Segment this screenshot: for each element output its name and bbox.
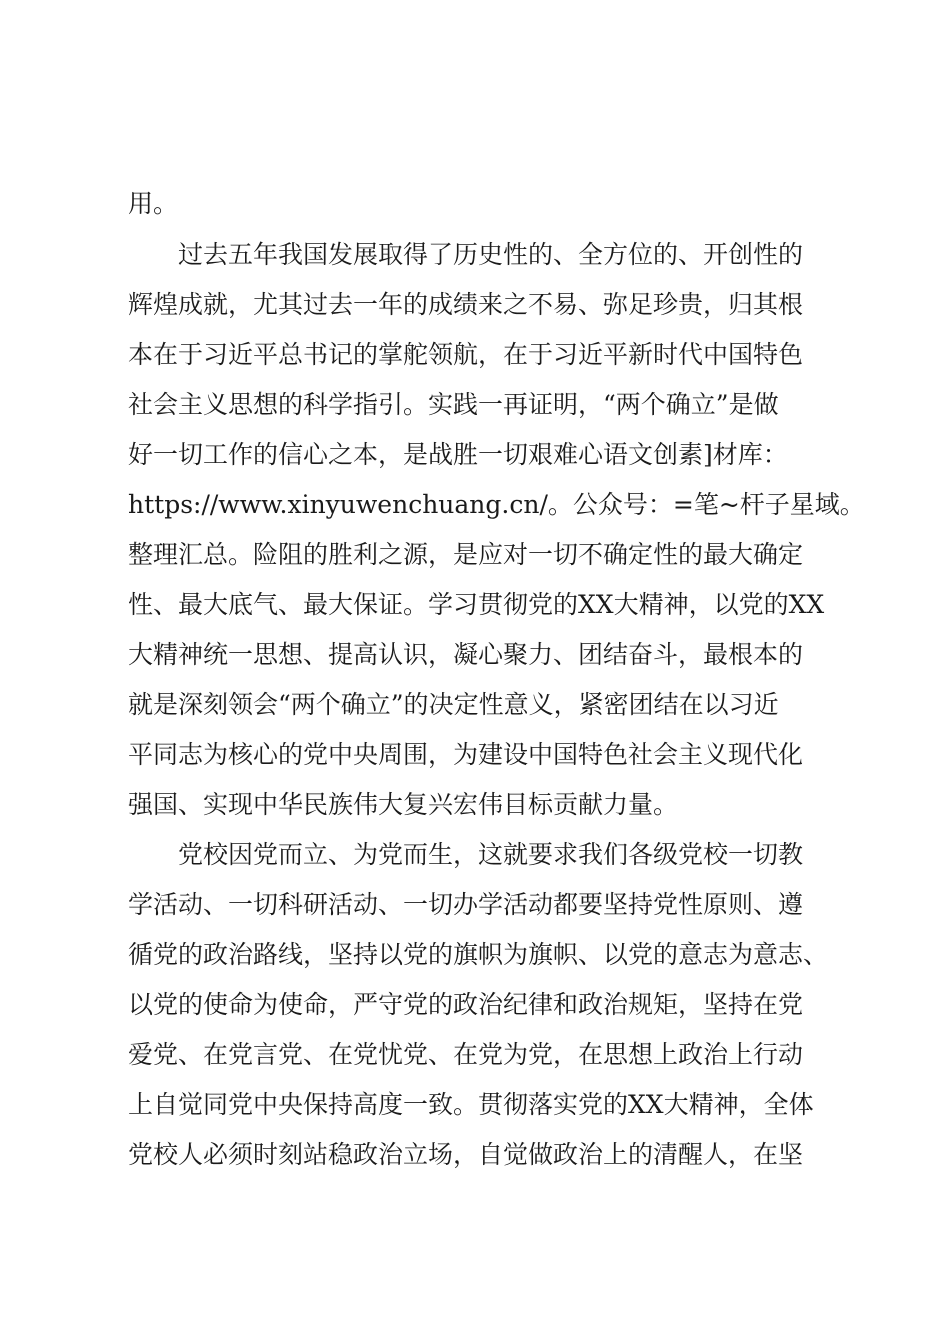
text-line: 上自觉同党中央保持高度一致。贯彻落实党的XX大精神，全体 [128,1090,814,1119]
text-line: 整理汇总。险阻的胜利之源，是应对一切不确定性的最大确定 [128,540,804,569]
text-line: 用。 [128,189,179,218]
paragraph-first-line: 过去五年我国发展取得了历史性的、全方位的、开创性的 [178,240,804,269]
text-line: 本在于习近平总书记的掌舵领航，在于习近平新时代中国特色 [128,340,804,369]
text-line: 强国、实现中华民族伟大复兴宏伟目标贡献力量。 [128,790,679,819]
text-line: 循党的政治路线，坚持以党的旗帜为旗帜、以党的意志为意志、 [128,940,829,969]
text-line: 好一切工作的信心之本，是战胜一切艰难心语文创素]材库： [128,440,788,469]
text-line: 社会主义思想的科学指引。实践一再证明，“两个确立”是做 [128,390,779,419]
text-line: 平同志为核心的党中央周围，为建设中国特色社会主义现代化 [128,740,804,769]
text-line: 党校人必须时刻站稳政治立场，自觉做政治上的清醒人，在坚 [128,1140,804,1169]
text-line: 就是深刻领会“两个确立”的决定性意义，紧密团结在以习近 [128,690,779,719]
text-line: 爱党、在党言党、在党忧党、在党为党，在思想上政治上行动 [128,1040,804,1069]
text-line: 以党的使命为使命，严守党的政治纪律和政治规矩，坚持在党 [128,990,804,1019]
text-line: 性、最大底气、最大保证。学习贯彻党的XX大精神，以党的XX [128,590,825,619]
text-line: 大精神统一思想、提高认识，凝心聚力、团结奋斗，最根本的 [128,640,804,669]
text-line: https://www.xinyuwenchuang.cn/。公众号：=笔~杆子星域。 [128,490,865,519]
text-line: 辉煌成就，尤其过去一年的成绩来之不易、弥足珍贵，归其根 [128,290,804,319]
text-line: 学活动、一切科研活动、一切办学活动都要坚持党性原则、遵 [128,890,804,919]
paragraph-first-line: 党校因党而立、为党而生，这就要求我们各级党校一切教 [178,840,804,869]
